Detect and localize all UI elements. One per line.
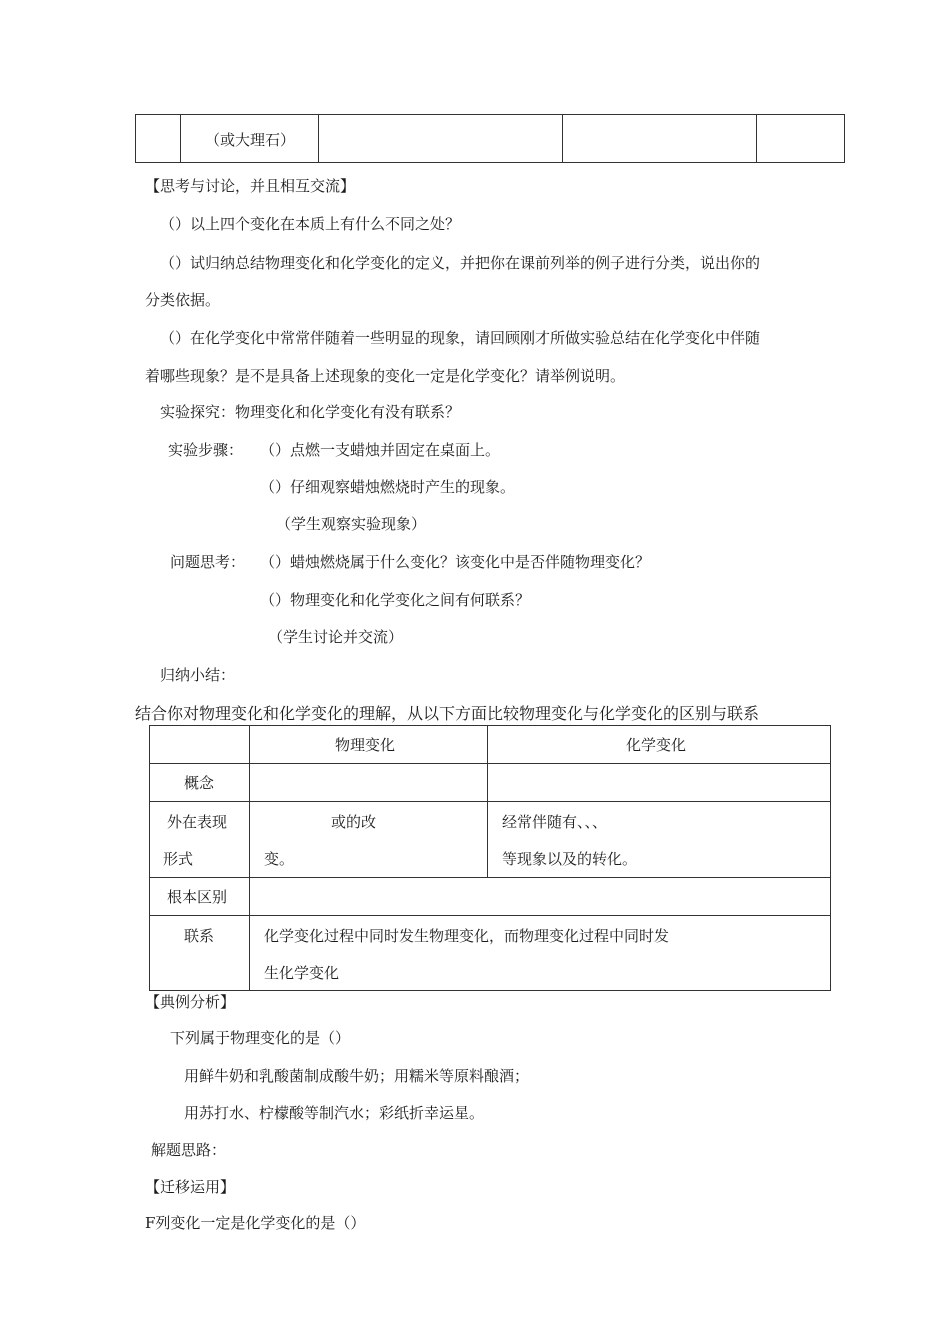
- example-heading: 【典例分析】: [145, 993, 236, 1011]
- discussion-q1: （）以上四个变化在本质上有什么不同之处？: [160, 215, 461, 233]
- compare-row-link: 联系: [184, 927, 215, 945]
- transfer-question: F列变化一定是化学变化的是（）: [145, 1214, 366, 1232]
- compare-phys-form-line2: 变。: [264, 850, 295, 868]
- discussion-q2-line2: 分类依据。: [145, 291, 221, 309]
- experiment-step1: （）点燃一支蜡烛并固定在桌面上。: [260, 441, 501, 459]
- compare-table-h1: [149, 763, 831, 764]
- top-table-border-bottom: [135, 162, 845, 163]
- compare-table-v1: [249, 725, 250, 991]
- compare-col-chemical: 化学变化: [626, 736, 687, 754]
- compare-chem-form-line2: 等现象以及的转化。: [502, 850, 638, 868]
- top-table-border-v1: [135, 114, 136, 163]
- compare-table-h0: [149, 725, 831, 726]
- experiment-question1: （）蜡烛燃烧属于什么变化？该变化中是否伴随物理变化？: [260, 553, 651, 571]
- compare-table-h2: [149, 801, 831, 802]
- compare-row-concept: 概念: [184, 774, 215, 792]
- top-table-border-top: [135, 114, 845, 115]
- example-solution-label: 解题思路：: [151, 1141, 227, 1159]
- compare-table-h4: [149, 915, 831, 916]
- compare-row-form-line2: 形式: [163, 850, 194, 868]
- example-option-line2: 用苏打水、柠檬酸等制汽水；彩纸折幸运星。: [184, 1104, 485, 1122]
- compare-link-line2: 生化学变化: [264, 964, 340, 982]
- compare-row-form-line1: 外在表现: [167, 813, 228, 831]
- experiment-title: 实验探究：物理变化和化学变化有没有联系？: [160, 403, 461, 421]
- example-option-line1: 用鲜牛奶和乳酸菌制成酸牛奶；用糯米等原料酿酒；: [184, 1067, 530, 1085]
- discussion-q2-line1: （）试归纳总结物理变化和化学变化的定义，并把你在课前列举的例子进行分类，说出你的: [160, 254, 761, 272]
- experiment-questions-label: 问题思考：: [170, 553, 246, 571]
- compare-phys-form-line1: 或的改: [331, 813, 377, 831]
- compare-row-diff: 根本区别: [167, 888, 228, 906]
- compare-table-h5: [149, 990, 831, 991]
- compare-chem-form-line1: 经常伴随有、、、: [502, 813, 608, 831]
- top-table-border-v4: [562, 114, 563, 163]
- discussion-q3-line2: 着哪些现象？是不是具备上述现象的变化一定是化学变化？请举例说明。: [145, 367, 626, 385]
- discussion-q3-line1: （）在化学变化中常常伴随着一些明显的现象，请回顾刚才所做实验总结在化学变化中伴随: [160, 329, 761, 347]
- top-table-border-v2: [180, 114, 181, 163]
- transfer-heading: 【迁移运用】: [145, 1178, 236, 1196]
- compare-link-line1: 化学变化过程中同时发生物理变化，而物理变化过程中同时发: [264, 927, 670, 945]
- compare-table-v3: [830, 725, 831, 991]
- experiment-compare-intro: 结合你对物理变化和化学变化的理解，从以下方面比较物理变化与化学变化的区别与联系: [135, 704, 760, 723]
- compare-table-v0: [149, 725, 150, 991]
- experiment-steps-label: 实验步骤：: [168, 441, 244, 459]
- top-table-cell-marble: （或大理石）: [205, 131, 296, 149]
- top-table-border-v6: [844, 114, 845, 163]
- experiment-discuss-note: （学生讨论并交流）: [268, 628, 404, 646]
- experiment-observe-note: （学生观察实验现象）: [276, 515, 427, 533]
- compare-table-v2: [487, 725, 488, 878]
- example-question: 下列属于物理变化的是（）: [170, 1029, 351, 1047]
- compare-col-physical: 物理变化: [335, 736, 396, 754]
- experiment-step2: （）仔细观察蜡烛燃烧时产生的现象。: [260, 478, 516, 496]
- experiment-question2: （）物理变化和化学变化之间有何联系？: [260, 591, 531, 609]
- top-table-border-v5: [756, 114, 757, 163]
- top-table-border-v3: [318, 114, 319, 163]
- discussion-heading: 【思考与讨论，并且相互交流】: [145, 177, 356, 195]
- experiment-summary-label: 归纳小结：: [160, 666, 236, 684]
- compare-table-h3: [149, 877, 831, 878]
